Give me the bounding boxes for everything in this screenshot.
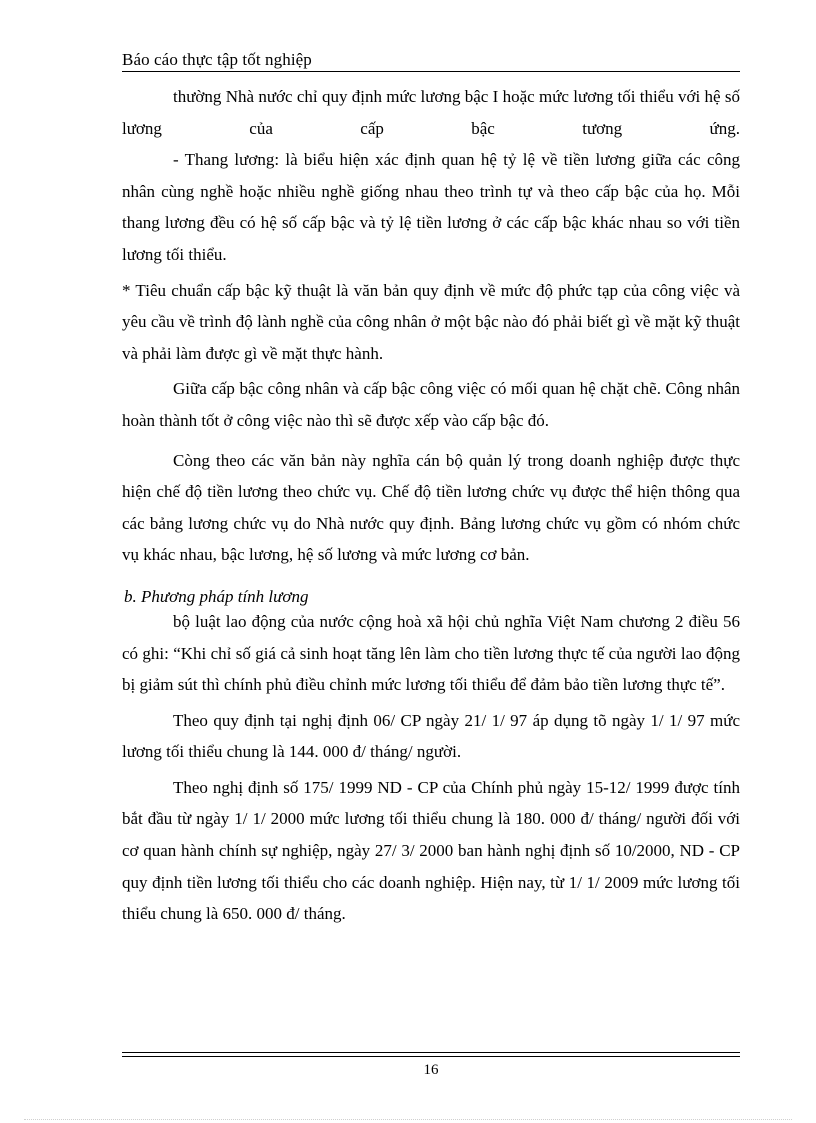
paragraph-8: Theo nghị định số 175/ 1999 ND - CP của Chính phủ ngày 15-12/ 1999 được tính bắt đầu từ ngày 1/ 1/ 2000 mức lương tối thiểu chung là 180. 000 đ/ tháng/ người đối với cơ quan hành chính sự nghiệp, ngày 27/ 3/ 2000 ban hành nghị định số 10/2000, ND - CP quy định tiền lương tối thiểu cho các doanh nghiệp. Hiện nay, từ 1/ 1/ 2009 mức lương tối thiểu chung là 650. 000 đ/ tháng.: [122, 777, 740, 924]
page-body: [122, 81, 740, 930]
paragraph-4: Giữa cấp bậc công nhân và cấp bậc công việc có mối quan hệ chặt chẽ. Công nhân hoàn thành tốt ở công việc nào thì sẽ được xếp vào cấp bậc đó.: [122, 379, 740, 430]
header-rule: [122, 71, 740, 72]
paragraph-5: Còng theo các văn bản này nghĩa cán bộ quản lý trong doanh nghiệp được thực hiện chế độ tiền lương theo chức vụ. Chế độ tiền lương chức vụ được thể hiện thông qua các bảng lương chức vụ do Nhà nước quy định. Bảng lương chức vụ gồm có nhóm chức vụ khác nhau, bậc lương, hệ số lương và mức lương cơ bản.: [122, 450, 740, 565]
page-header: [122, 49, 740, 73]
page-number: 16: [423, 1062, 439, 1078]
paragraph-6: bộ luật lao động của nước cộng hoà xã hội chủ nghĩa Việt Nam chương 2 điều 56 có ghi: “Khi chỉ số giá cả sinh hoạt tăng lên làm cho tiền lương thực tế của người lao động bị giảm sút thì chính phủ điều chỉnh mức lương tối thiểu để đảm bảo tiền lương thực tế”.: [122, 611, 740, 695]
paragraph-1: thường Nhà nước chỉ quy định mức lương bậc I hoặc mức lương tối thiểu với hệ số lương của cấp bậc tương ứng.: [122, 87, 740, 138]
header-title: Báo cáo thực tập tốt nghiệp: [122, 50, 312, 69]
footer-rule-bottom: [122, 1056, 740, 1057]
page-footer: [122, 1052, 740, 1079]
page-edge-dotted-line: [24, 1119, 792, 1120]
footer-rule-top: [122, 1052, 740, 1053]
paragraph-3: * Tiêu chuẩn cấp bậc kỹ thuật là văn bản quy định về mức độ phức tạp của công việc và yêu cầu về trình độ lành nghề của công nhân ở một bậc nào đó phải biết gì về mặt kỹ thuật và phải làm được gì về mặt thực hành.: [122, 280, 740, 363]
paragraph-2: - Thang lương: là biểu hiện xác định quan hệ tỷ lệ về tiền lương giữa các công nhân cùng nghề hoặc nhiều nghề giống nhau theo trình tự và theo cấp bậc của họ. Mỗi thang lương đều có hệ số cấp bậc và tỷ lệ tiền lương ở các cấp bậc khác nhau so với tiền lương tối thiểu.: [122, 150, 740, 264]
section-subheading: b. Phương pháp tính lương: [124, 586, 309, 606]
paragraph-7: Theo quy định tại nghị định 06/ CP ngày 21/ 1/ 97 áp dụng tõ ngày 1/ 1/ 97 mức lương tối thiểu chung là 144. 000 đ/ tháng/ người.: [122, 710, 740, 762]
